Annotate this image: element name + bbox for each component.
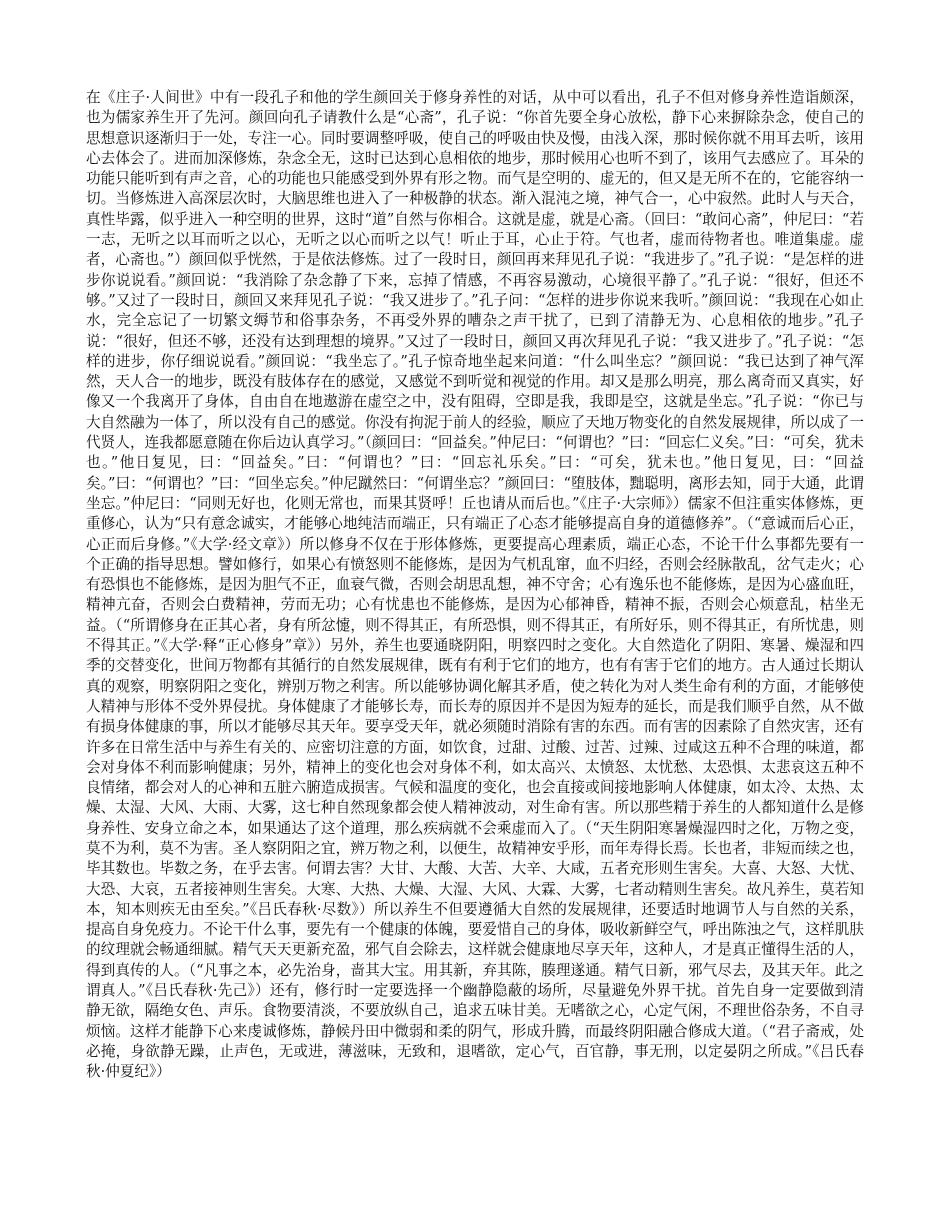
body-paragraph: 在《庄子·人间世》中有一段孔子和他的学生颜回关于修身养性的对话，从中可以看出，孔子不但对修身养性造诣颇深，也为儒家养生开了先河。颜回向孔子请教什么是“心斋”，孔子说：“你首先要全身心放松，静下心来摒除杂念，使自己的思想意识逐渐归于一处，专注一心。同时要调整呼吸，使自己的呼吸由快及慢，由浅入深，那时候你就不用耳去听，该用心去体会了。进而加深修炼，杂念全无，这时已达到心息相依的地步，那时候用心也听不到了，该用气去感应了。耳朵的功能只能听到有声之音，心的功能也只能感受到外界有形之物。而气是空明的、虚无的，但又是无所不在的，它能容纳一切。当修炼进入高深层次时，大脑思维也进入了一种极静的状态。渐入混沌之境，神气合一，心中寂然。此时人与天合，真性毕露，似乎进入一种空明的世界，这时“道”自然与你相合。这就是虚，就是心斋。（回曰：“敢问心斋”，仲尼曰：“若一志，无听之以耳而听之以心，无听之以心而听之以气！听止于耳，心止于符。气也者，虚而待物者也。唯道集虚。虚者，心斋也。”）颜回似乎恍然，于是依法修炼。过了一段时日，颜回再来拜见孔子说：“我进步了。”孔子说：“是怎样的进步你说说看。”颜回说：“我消除了杂念静了下来，忘掉了情感，不再容易激动，心境很平静了。”孔子说：“很好，但还不够。”又过了一段时日，颜回又来拜见孔子说：“我又进步了。”孔子问：“怎样的进步你说来我听。”颜回说：“我现在心如止水，完全忘记了一切繁文缛节和俗事杂务，不再受外界的嘈杂之声干扰了，已到了清静无为、心息相依的地步。”孔子说：“很好，但还不够，还没有达到理想的境界。”又过了一段时日，颜回又再次拜见孔子说：“我又进步了。”孔子说：“怎样的进步，你仔细说说看。”颜回说：“我坐忘了。”孔子惊奇地坐起来问道：“什么叫坐忘？”颜回说：“我已达到了神气浑然，天人合一的地步，既没有肢体存在的感觉，又感觉不到听觉和视觉的作用。却又是那么明亮，那么离奇而又真实，好像又一个我离开了身体，自由自在地遨游在虚空之中，没有阻碍，空即是我，我即是空，这就是坐忘。”孔子说：“你已与大自然融为一体了，所以没有自己的感觉。你没有拘泥于前人的经验，顺应了天地万物变化的自然发展规律，所以成了一代贤人，连我都愿意随在你后边认真学习。”（颜回曰：“回益矣。”仲尼曰：“何谓也？”曰：“回忘仁义矣。”曰：“可矣，犹未也。”他日复见，曰：“回益矣。”曰：“何谓也？”曰：“回忘礼乐矣。”曰：“可矣，犹未也。”他日复见，曰：“回益矣。”曰：“何谓也？”曰：“回坐忘矣。”仲尼蹴然曰：“何谓坐忘？”颜回曰：“堕肢体，黜聪明，离形去知，同于大通，此谓坐忘。”仲尼曰：“同则无好也，化则无常也，而果其贤呼！丘也请从而后也。”《庄子·大宗师》）儒家不但注重实体修炼，更重修心，认为“只有意念诚实，才能够心地纯洁而端正，只有端正了心态才能够提高自身的道德修养”。（“意诚而后心正，心正而后身修。”《大学·经文章》）所以修身不仅在于形体修炼，更要提高心理素质，端正心态，不论干什么事都先要有一个正确的指导思想。譬如修行，如果心有愤怒则不能修炼，是因为气机乱窜，血不归经，否则会经脉散乱，岔气走火；心有恐惧也不能修炼，是因为胆气不正，血衰气微，否则会胡思乱想，神不守舍；心有逸乐也不能修炼，是因为心盛血旺，精神亢奋，否则会白费精神，劳而无功；心有忧患也不能修炼，是因为心郁神昏，精神不振，否则会心烦意乱，枯坐无益。（“所谓修身在正其心者，身有所忿懥，则不得其正，有所恐惧，则不得其正，有所好乐，则不得其正，有所忧患，则不得其正。”《大学·释“正心修身”章》）另外，养生也要通晓阴阳，明察四时之变化。大自然造化了阴阳、寒暑、燥湿和四季的交替变化，世间万物都有其循行的自然发展规律，既有有利于它们的地方，也有有害于它们的地方。古人通过长期认真的观察，明察阴阳之变化，辨别万物之利害。所以能够协调化解其矛盾，使之转化为对人类生命有利的方面，才能够使人精神与形体不受外界侵扰。身体健康了才能够长寿，而长寿的原因并不是因为短寿的延长，而是我们顺乎自然，从不做有损身体健康的事，所以才能够尽其天年。要享受天年，就必须随时消除有害的东西。而有害的因素除了自然灾害，还有许多在日常生活中与养生有关的、应密切注意的方面，如饮食，过甜、过酸、过苦、过辣、过咸这五种不合理的味道，都会对身体不利而影响健康；另外，精神上的变化也会对身体不利，如太高兴、太愤怒、太忧愁、太恐惧、太悲哀这五种不良情绪，都会对人的心神和五脏六腑造成损害。气候和温度的变化，也会直接或间接地影响人体健康，如太冷、太热、太燥、太湿、大风、大雨、大雾，这七种自然现象都会使人精神波动，对生命有害。所以那些精于养生的人都知道什么是修身养性、安身立命之本，如果通达了这个道理，那么疾病就不会乘虚而入了。（“天生阴阳寒暑燥湿四时之化，万物之变，莫不为利，莫不为害。圣人察阴阳之宜，辨万物之利，以便生，故精神安乎形，而年寿得长焉。长也者，非短而续之也，毕其数也。毕数之务，在乎去害。何谓去害？大甘、大酸、大苦、大辛、大咸，五者充形则生害矣。大喜、大怒、大忧、大恐、大哀，五者接神则生害矣。大寒、大热、大燥、大湿、大风、大霖、大雾，七者动精则生害矣。故凡养生，莫若知本，知本则疾无由至矣。”《吕氏春秋·尽数》）所以养生不但要遵循大自然的发展规律，还要适时地调节人与自然的关系，提高自身免疫力。不论干什么事，要先有一个健康的体魄，要爱惜自己的身体，吸收新鲜空气，呼出陈浊之气，这样肌肤的纹理就会畅通细腻。精气天天更新充盈，邪气自会除去，这样就会健康地尽享天年，这种人，才是真正懂得生活的人，得到真传的人。（“凡事之本，必先治身，啬其大宝。用其新，弃其陈，腠理遂通。精气日新，邪气尽去，及其天年。此之谓真人。”《吕氏春秋·先己》）还有，修行时一定要选择一个幽静隐蔽的场所，尽量避免外界干扰。首先自身一定要做到清静无欲，隔绝女色、声乐。食物要清淡，不要放纵自己，追求五味甘美。无嗜欲之心，心定气闲，不理世俗杂务，不自寻烦恼。这样才能静下心来虔诚修炼，静候丹田中微弱和柔的阴气，形成升腾，而最终阴阳融合修成大道。（“君子斋戒，处必掩，身欲静无躁，止声色，无或进，薄滋味，无致和，退嗜欲，定心气，百官静，事无刑，以定晏阴之所成。”《吕氏春秋·仲夏纪》）: [86, 89, 864, 1081]
